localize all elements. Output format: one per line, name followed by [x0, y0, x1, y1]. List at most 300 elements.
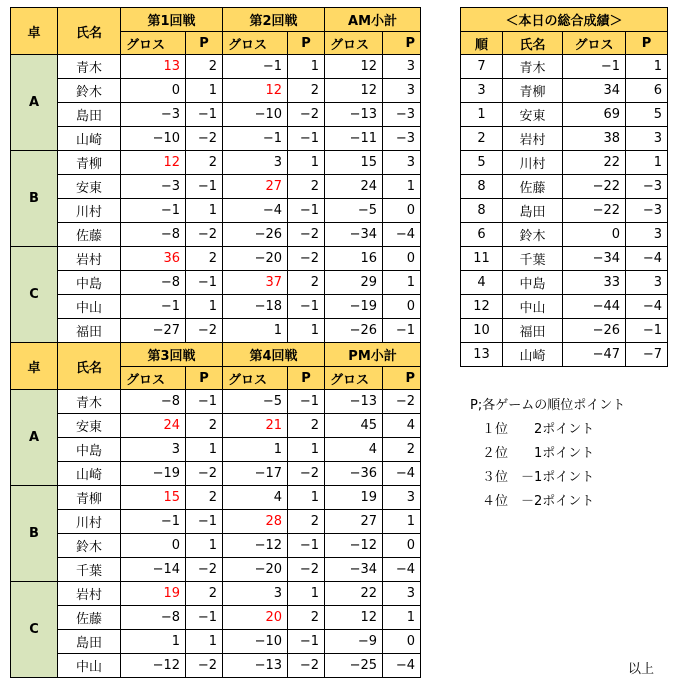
player-name: 安東 — [58, 414, 121, 438]
game-points: 2 — [288, 414, 325, 438]
game-points: 1 — [288, 438, 325, 462]
game-gross: −3 — [121, 103, 186, 127]
summary-row — [461, 79, 668, 103]
table-group-label: A — [11, 390, 58, 486]
summary-row — [461, 271, 668, 295]
game-points: 1 — [186, 79, 223, 103]
game-gross: 1 — [121, 630, 186, 654]
subtotal-points: −1 — [383, 319, 421, 343]
player-name: 岩村 — [503, 127, 563, 151]
game-points: 2 — [288, 175, 325, 199]
game-points: 1 — [288, 151, 325, 175]
overall-rank: 6 — [461, 223, 503, 247]
table-row — [11, 630, 421, 654]
table-row — [11, 462, 421, 486]
table-row — [11, 151, 421, 175]
game-points: 2 — [186, 247, 223, 271]
overall-rank: 12 — [461, 295, 503, 319]
game-gross: 3 — [223, 151, 288, 175]
player-name: 山崎 — [503, 343, 563, 367]
summary-row — [461, 175, 668, 199]
table-row — [11, 558, 421, 582]
game-points: 2 — [288, 606, 325, 630]
game-gross: 21 — [223, 414, 288, 438]
game-gross: −20 — [223, 247, 288, 271]
game-gross: −3 — [121, 175, 186, 199]
subtotal-points: 3 — [383, 582, 421, 606]
game-gross: 20 — [223, 606, 288, 630]
table-group-label: A — [11, 55, 58, 151]
total-points: −1 — [626, 319, 668, 343]
subtotal-gross: 15 — [325, 151, 383, 175]
game-points: −2 — [288, 223, 325, 247]
total-points: −7 — [626, 343, 668, 367]
subtotal-gross: −34 — [325, 558, 383, 582]
table-row — [11, 271, 421, 295]
subtotal-points: 3 — [383, 55, 421, 79]
player-name: 島田 — [503, 199, 563, 223]
legend-item: ３位 －1ポイント — [482, 470, 595, 485]
am-table-body — [11, 55, 421, 343]
summary-row — [461, 223, 668, 247]
subtotal-gross: −19 — [325, 295, 383, 319]
game-gross: −13 — [223, 654, 288, 678]
legend-item: １位 2ポイント — [482, 422, 595, 437]
table-row — [11, 486, 421, 510]
player-name: 中山 — [58, 295, 121, 319]
summary-row — [461, 343, 668, 367]
subtotal-points: 0 — [383, 199, 421, 223]
subtotal-points: −4 — [383, 223, 421, 247]
sub-header-gross: グロス — [223, 367, 288, 390]
player-name: 青柳 — [58, 486, 121, 510]
game-gross: −1 — [121, 295, 186, 319]
table-row — [11, 79, 421, 103]
summary-header-gross: グロス — [563, 32, 626, 55]
game-points: 1 — [186, 199, 223, 223]
game-points: 2 — [288, 510, 325, 534]
table-row — [11, 534, 421, 558]
game-gross: 3 — [121, 438, 186, 462]
overall-rank: 8 — [461, 175, 503, 199]
game-gross: −4 — [223, 199, 288, 223]
sub-header-gross: グロス — [325, 367, 383, 390]
table-group-label: C — [11, 247, 58, 343]
overall-rank: 2 — [461, 127, 503, 151]
summary-row — [461, 151, 668, 175]
game-points: 1 — [288, 319, 325, 343]
game-points: 1 — [186, 534, 223, 558]
table-row — [11, 223, 421, 247]
game-points: −2 — [186, 223, 223, 247]
summary-row — [461, 55, 668, 79]
legend-item: ４位 －2ポイント — [482, 494, 595, 509]
table-row — [11, 438, 421, 462]
col-header-game2: 第2回戦 — [223, 8, 325, 32]
subtotal-gross: −36 — [325, 462, 383, 486]
table-row — [11, 55, 421, 79]
table-row — [11, 510, 421, 534]
table-group-label: B — [11, 151, 58, 247]
total-points: 3 — [626, 127, 668, 151]
total-gross: 33 — [563, 271, 626, 295]
subtotal-points: 0 — [383, 630, 421, 654]
game-gross: −8 — [121, 390, 186, 414]
summary-header-points: P — [626, 32, 668, 55]
game-points: −2 — [186, 654, 223, 678]
summary-row — [461, 295, 668, 319]
overall-rank: 10 — [461, 319, 503, 343]
game-points: −1 — [186, 390, 223, 414]
table-row — [11, 199, 421, 223]
subtotal-gross: 29 — [325, 271, 383, 295]
table-row — [11, 175, 421, 199]
sub-header-points: P — [288, 367, 325, 390]
sub-header-gross: グロス — [121, 367, 186, 390]
col-header-game4: 第4回戦 — [223, 343, 325, 367]
player-name: 安東 — [503, 103, 563, 127]
player-name: 青木 — [58, 390, 121, 414]
subtotal-gross: −34 — [325, 223, 383, 247]
subtotal-points: 0 — [383, 534, 421, 558]
game-points: −1 — [186, 606, 223, 630]
game-gross: 27 — [223, 175, 288, 199]
legend-title: P;各ゲームの順位ポイント — [470, 398, 626, 413]
game-gross: 3 — [223, 582, 288, 606]
col-header-subtotal: AM小計 — [325, 8, 421, 32]
game-points: 2 — [186, 151, 223, 175]
subtotal-points: 2 — [383, 438, 421, 462]
pm-results-table — [10, 342, 421, 678]
game-points: 1 — [186, 295, 223, 319]
player-name: 山崎 — [58, 462, 121, 486]
player-name: 川村 — [58, 199, 121, 223]
game-gross: −1 — [223, 55, 288, 79]
subtotal-gross: 19 — [325, 486, 383, 510]
game-points: −1 — [288, 390, 325, 414]
game-points: 2 — [186, 414, 223, 438]
game-gross: 19 — [121, 582, 186, 606]
player-name: 佐藤 — [58, 223, 121, 247]
sub-header-points: P — [186, 32, 223, 55]
col-header-table: 卓 — [11, 8, 58, 55]
player-name: 安東 — [58, 175, 121, 199]
player-name: 中島 — [58, 271, 121, 295]
sub-header-points: P — [288, 32, 325, 55]
game-gross: 4 — [223, 486, 288, 510]
player-name: 福田 — [503, 319, 563, 343]
total-gross: −22 — [563, 199, 626, 223]
game-gross: 12 — [121, 151, 186, 175]
subtotal-gross: −13 — [325, 103, 383, 127]
total-gross: 69 — [563, 103, 626, 127]
subtotal-gross: −12 — [325, 534, 383, 558]
game-gross: 37 — [223, 271, 288, 295]
game-gross: −10 — [223, 103, 288, 127]
game-gross: −10 — [121, 127, 186, 151]
total-points: 6 — [626, 79, 668, 103]
game-points: 2 — [186, 582, 223, 606]
summary-row — [461, 103, 668, 127]
summary-header-rank: 順 — [461, 32, 503, 55]
total-gross: −1 — [563, 55, 626, 79]
subtotal-points: 3 — [383, 79, 421, 103]
subtotal-gross: −13 — [325, 390, 383, 414]
summary-title: ＜本日の総合成績＞ — [461, 8, 668, 32]
summary-table-body — [461, 55, 668, 367]
col-header-name: 氏名 — [58, 343, 121, 390]
table-group-label: B — [11, 486, 58, 582]
player-name: 中山 — [503, 295, 563, 319]
subtotal-gross: −9 — [325, 630, 383, 654]
player-name: 佐藤 — [58, 606, 121, 630]
player-name: 中島 — [503, 271, 563, 295]
sub-header-points: P — [383, 32, 421, 55]
game-gross: 0 — [121, 79, 186, 103]
total-points: 1 — [626, 151, 668, 175]
summary-row — [461, 199, 668, 223]
pm-table-body — [11, 390, 421, 678]
overall-results-table — [460, 7, 668, 367]
table-row — [11, 606, 421, 630]
game-points: −1 — [186, 103, 223, 127]
player-name: 岩村 — [58, 247, 121, 271]
game-points: −2 — [288, 103, 325, 127]
player-name: 青柳 — [58, 151, 121, 175]
game-points: −1 — [186, 175, 223, 199]
subtotal-points: 4 — [383, 414, 421, 438]
overall-rank: 11 — [461, 247, 503, 271]
summary-row — [461, 319, 668, 343]
total-gross: 22 — [563, 151, 626, 175]
table-row — [11, 390, 421, 414]
subtotal-gross: −25 — [325, 654, 383, 678]
subtotal-gross: 22 — [325, 582, 383, 606]
game-gross: −26 — [223, 223, 288, 247]
game-gross: −12 — [121, 654, 186, 678]
subtotal-points: −4 — [383, 462, 421, 486]
game-points: −2 — [186, 558, 223, 582]
game-points: −1 — [288, 534, 325, 558]
subtotal-points: −4 — [383, 558, 421, 582]
game-points: −2 — [288, 558, 325, 582]
player-name: 鈴木 — [58, 534, 121, 558]
sub-header-points: P — [186, 367, 223, 390]
player-name: 福田 — [58, 319, 121, 343]
subtotal-gross: −11 — [325, 127, 383, 151]
col-header-name: 氏名 — [58, 8, 121, 55]
subtotal-points: −3 — [383, 103, 421, 127]
game-gross: −27 — [121, 319, 186, 343]
summary-row — [461, 247, 668, 271]
col-header-table: 卓 — [11, 343, 58, 390]
subtotal-points: 0 — [383, 247, 421, 271]
total-gross: −22 — [563, 175, 626, 199]
game-gross: −18 — [223, 295, 288, 319]
subtotal-gross: 27 — [325, 510, 383, 534]
col-header-subtotal: PM小計 — [325, 343, 421, 367]
game-gross: −19 — [121, 462, 186, 486]
subtotal-points: 1 — [383, 510, 421, 534]
table-row — [11, 319, 421, 343]
sub-header-gross: グロス — [325, 32, 383, 55]
table-row — [11, 654, 421, 678]
end-note: 以上 — [628, 662, 655, 677]
game-gross: 13 — [121, 55, 186, 79]
table-row — [11, 295, 421, 319]
table-group-label: C — [11, 582, 58, 678]
player-name: 中山 — [58, 654, 121, 678]
game-gross: −8 — [121, 606, 186, 630]
game-points: −1 — [186, 510, 223, 534]
table-row — [11, 414, 421, 438]
subtotal-points: −2 — [383, 390, 421, 414]
table-row — [11, 582, 421, 606]
game-gross: −1 — [121, 199, 186, 223]
game-gross: −1 — [223, 127, 288, 151]
subtotal-gross: 12 — [325, 79, 383, 103]
player-name: 岩村 — [58, 582, 121, 606]
overall-rank: 7 — [461, 55, 503, 79]
game-gross: −14 — [121, 558, 186, 582]
game-gross: 15 — [121, 486, 186, 510]
game-points: 2 — [288, 271, 325, 295]
subtotal-points: −3 — [383, 127, 421, 151]
subtotal-gross: 4 — [325, 438, 383, 462]
game-points: 1 — [288, 486, 325, 510]
subtotal-gross: −26 — [325, 319, 383, 343]
game-points: −2 — [186, 127, 223, 151]
game-gross: 1 — [223, 319, 288, 343]
sub-header-gross: グロス — [223, 32, 288, 55]
game-points: −1 — [288, 127, 325, 151]
overall-rank: 1 — [461, 103, 503, 127]
game-points: 2 — [186, 486, 223, 510]
game-points: 1 — [186, 630, 223, 654]
game-gross: −20 — [223, 558, 288, 582]
game-points: −1 — [186, 271, 223, 295]
game-points: −2 — [186, 462, 223, 486]
total-gross: 38 — [563, 127, 626, 151]
game-points: −1 — [288, 199, 325, 223]
game-gross: 36 — [121, 247, 186, 271]
table-row — [11, 127, 421, 151]
sub-header-gross: グロス — [121, 32, 186, 55]
player-name: 千葉 — [58, 558, 121, 582]
total-points: −4 — [626, 247, 668, 271]
am-results-table — [10, 7, 421, 343]
player-name: 鈴木 — [58, 79, 121, 103]
overall-rank: 13 — [461, 343, 503, 367]
table-row — [11, 247, 421, 271]
total-points: 1 — [626, 55, 668, 79]
total-gross: −44 — [563, 295, 626, 319]
total-gross: −34 — [563, 247, 626, 271]
game-points: −2 — [288, 654, 325, 678]
subtotal-gross: 12 — [325, 55, 383, 79]
player-name: 青柳 — [503, 79, 563, 103]
subtotal-gross: 16 — [325, 247, 383, 271]
col-header-game3: 第3回戦 — [121, 343, 223, 367]
total-gross: 0 — [563, 223, 626, 247]
sub-header-points: P — [383, 367, 421, 390]
subtotal-gross: 24 — [325, 175, 383, 199]
subtotal-points: 1 — [383, 175, 421, 199]
legend-item: ２位 1ポイント — [482, 446, 595, 461]
overall-rank: 8 — [461, 199, 503, 223]
total-points: −3 — [626, 175, 668, 199]
table-row — [11, 103, 421, 127]
total-points: 3 — [626, 223, 668, 247]
player-name: 青木 — [503, 55, 563, 79]
subtotal-points: 3 — [383, 151, 421, 175]
total-points: 5 — [626, 103, 668, 127]
legend-items — [470, 418, 625, 514]
total-gross: 34 — [563, 79, 626, 103]
game-gross: −1 — [121, 510, 186, 534]
player-name: 川村 — [58, 510, 121, 534]
game-points: −2 — [288, 247, 325, 271]
total-gross: −26 — [563, 319, 626, 343]
total-points: −4 — [626, 295, 668, 319]
game-gross: 1 — [223, 438, 288, 462]
game-points: 1 — [186, 438, 223, 462]
game-points: −1 — [288, 295, 325, 319]
overall-rank: 5 — [461, 151, 503, 175]
game-gross: 0 — [121, 534, 186, 558]
summary-header-name: 氏名 — [503, 32, 563, 55]
subtotal-gross: 45 — [325, 414, 383, 438]
player-name: 青木 — [58, 55, 121, 79]
game-gross: −12 — [223, 534, 288, 558]
game-gross: −5 — [223, 390, 288, 414]
total-points: 3 — [626, 271, 668, 295]
summary-row — [461, 127, 668, 151]
game-gross: −10 — [223, 630, 288, 654]
player-name: 千葉 — [503, 247, 563, 271]
game-gross: −8 — [121, 271, 186, 295]
game-points: −2 — [288, 462, 325, 486]
subtotal-points: 3 — [383, 486, 421, 510]
game-gross: 24 — [121, 414, 186, 438]
game-points: 1 — [288, 55, 325, 79]
total-points: −3 — [626, 199, 668, 223]
player-name: 島田 — [58, 103, 121, 127]
overall-rank: 4 — [461, 271, 503, 295]
points-legend — [470, 394, 625, 514]
game-points: −1 — [288, 630, 325, 654]
overall-rank: 3 — [461, 79, 503, 103]
game-points: 2 — [288, 79, 325, 103]
subtotal-points: 0 — [383, 295, 421, 319]
player-name: 山崎 — [58, 127, 121, 151]
player-name: 鈴木 — [503, 223, 563, 247]
game-points: −2 — [186, 319, 223, 343]
game-gross: 28 — [223, 510, 288, 534]
subtotal-points: 1 — [383, 271, 421, 295]
col-header-game1: 第1回戦 — [121, 8, 223, 32]
subtotal-points: 1 — [383, 606, 421, 630]
subtotal-points: −4 — [383, 654, 421, 678]
game-gross: −8 — [121, 223, 186, 247]
game-gross: −17 — [223, 462, 288, 486]
game-points: 2 — [186, 55, 223, 79]
player-name: 島田 — [58, 630, 121, 654]
player-name: 川村 — [503, 151, 563, 175]
game-points: 1 — [288, 582, 325, 606]
game-gross: 12 — [223, 79, 288, 103]
subtotal-gross: −5 — [325, 199, 383, 223]
